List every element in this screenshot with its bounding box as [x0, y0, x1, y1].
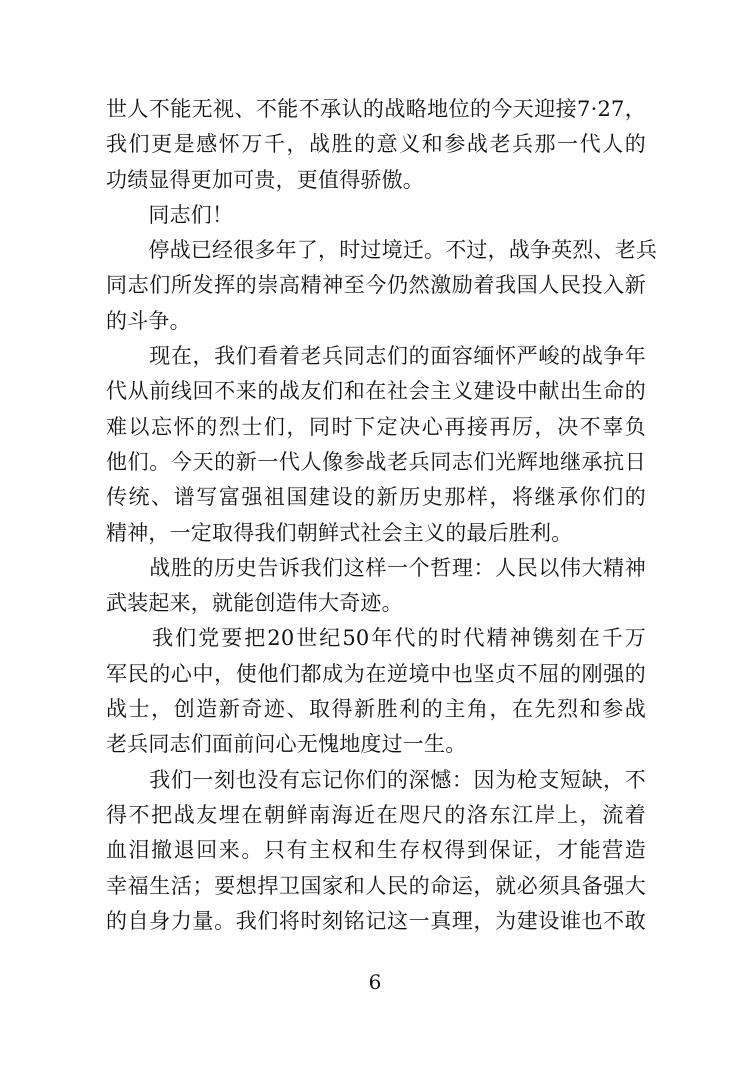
text-line: 得不把战友埋在朝鲜南海近在咫尺的洛东江岸上，流着	[106, 802, 646, 827]
text-line: 我们党要把20世纪50年代的时代精神镌刻在千万	[106, 626, 646, 651]
text-line: 精神，一定取得我们朝鲜式社会主义的最后胜利。	[106, 520, 573, 545]
text-line: 战胜的历史告诉我们这样一个哲理：人民以伟大精神	[106, 555, 646, 580]
text-line: 他们。今天的新一代人像参战老兵同志们光辉地继承抗日	[106, 449, 646, 474]
text-line: 停战已经很多年了，时过境迁。不过，战争英烈、老兵	[106, 238, 658, 263]
body-text	[106, 92, 658, 939]
text-line: 代从前线回不来的战友们和在社会主义建设中献出生命的	[106, 379, 646, 404]
text-line: 难以忘怀的烈士们，同时下定决心再接再厉，决不辜负	[106, 414, 646, 439]
text-line: 功绩显得更加可贵，更值得骄傲。	[106, 167, 424, 192]
text-line: 战士，创造新奇迹、取得新胜利的主角，在先烈和参战	[106, 697, 646, 722]
text-line: 的斗争。	[106, 308, 191, 333]
text-line: 世人不能无视、不能不承认的战略地位的今天迎接7·27，	[106, 97, 646, 121]
text-line: 军民的心中，使他们都成为在逆境中也坚贞不屈的刚强的	[106, 661, 646, 686]
text-line: 同志们所发挥的崇高精神至今仍然激励着我国人民投入新	[106, 273, 646, 298]
page-number: 6	[368, 970, 382, 994]
text-line: 血泪撤退回来。只有主权和生存权得到保证，才能营造	[106, 838, 646, 863]
text-line: 传统、谱写富强祖国建设的新历史那样，将继承你们的	[106, 485, 646, 510]
text-line: 我们一刻也没有忘记你们的深憾：因为枪支短缺，不	[106, 767, 646, 792]
text-line: 同志们！	[106, 202, 234, 227]
text-line: 武装起来，就能创造伟大奇迹。	[106, 591, 403, 616]
text-line: 我们更是感怀万千，战胜的意义和参战老兵那一代人的	[106, 132, 646, 157]
text-line: 的自身力量。我们将时刻铭记这一真理，为建设谁也不敢	[106, 908, 646, 933]
text-line: 幸福生活；要想捍卫国家和人民的命运，就必须具备强大	[106, 873, 646, 898]
text-line: 老兵同志们面前问心无愧地度过一生。	[106, 732, 467, 757]
text-line: 现在，我们看着老兵同志们的面容缅怀严峻的战争年	[106, 344, 646, 369]
